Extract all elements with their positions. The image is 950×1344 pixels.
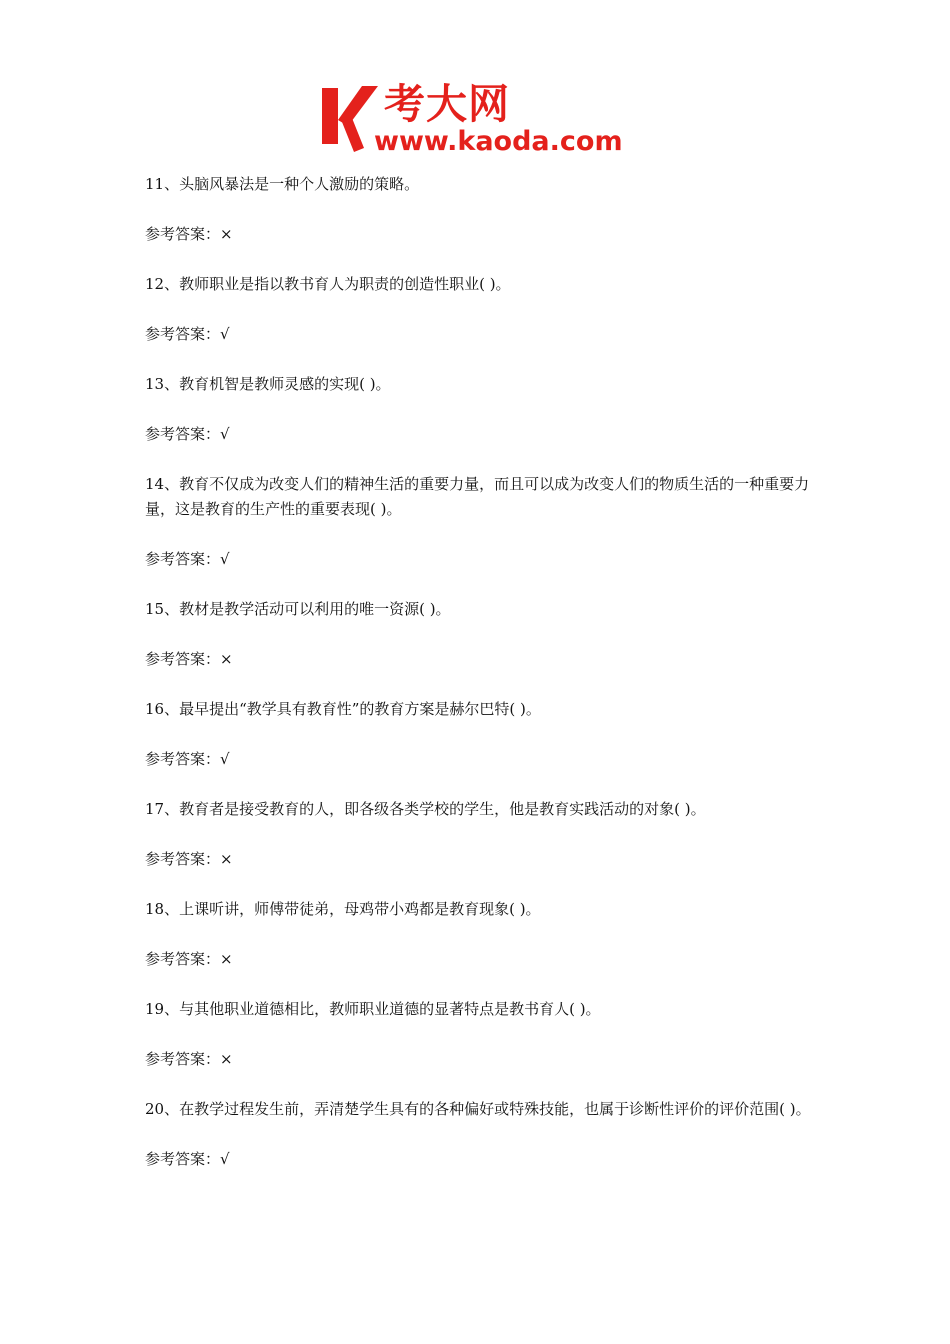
answer-value: × [220, 950, 233, 968]
question-item [145, 472, 815, 572]
question-text: 14、教育不仅成为改变人们的精神生活的重要力量，而且可以成为改变人们的物质生活的一种重要力量，这是教育的生产性的重要表现( )。 [145, 475, 810, 518]
question-item [145, 997, 815, 1072]
answer-label: 参考答案： [145, 850, 221, 868]
answer-value: × [220, 850, 233, 868]
question-item [145, 1097, 815, 1172]
answer-value: √ [220, 550, 230, 568]
logo-chinese-text: 考大网 [384, 80, 510, 128]
answer-line [145, 222, 815, 247]
answer-line [145, 647, 815, 672]
question-text: 16、最早提出“教学具有教育性”的教育方案是赫尔巴特( )。 [145, 700, 541, 718]
question-text: 15、教材是教学活动可以利用的唯一资源( )。 [145, 600, 451, 618]
answer-line [145, 547, 815, 572]
answer-line [145, 747, 815, 772]
question-text: 12、教师职业是指以教书育人为职责的创造性职业( )。 [145, 275, 511, 293]
k-logo-icon [318, 82, 380, 154]
answer-value: × [220, 1050, 233, 1068]
logo-url-text: www.kaoda.com [374, 126, 623, 157]
answer-line [145, 1147, 815, 1172]
answer-line [145, 947, 815, 972]
answer-value: √ [220, 1150, 230, 1168]
question-text: 18、上课听讲，师傅带徒弟，母鸡带小鸡都是教育现象( )。 [145, 900, 541, 918]
answer-line [145, 422, 815, 447]
question-text: 19、与其他职业道德相比，教师职业道德的显著特点是教书育人( )。 [145, 1000, 601, 1018]
answer-label: 参考答案： [145, 1050, 221, 1068]
answer-value: √ [220, 750, 230, 768]
answer-line [145, 1047, 815, 1072]
question-item [145, 897, 815, 972]
question-text: 20、在教学过程发生前，弄清楚学生具有的各种偏好或特殊技能，也属于诊断性评价的评价范围( )。 [145, 1100, 811, 1118]
answer-label: 参考答案： [145, 950, 221, 968]
answer-label: 参考答案： [145, 650, 221, 668]
answer-label: 参考答案： [145, 550, 221, 568]
question-list [145, 172, 815, 1197]
question-item [145, 172, 815, 247]
answer-value: √ [220, 425, 230, 443]
answer-line [145, 322, 815, 347]
answer-line [145, 847, 815, 872]
site-logo [318, 80, 640, 160]
answer-label: 参考答案： [145, 425, 221, 443]
answer-value: √ [220, 325, 230, 343]
question-item [145, 697, 815, 772]
question-text: 13、教育机智是教师灵感的实现( )。 [145, 375, 391, 393]
answer-label: 参考答案： [145, 750, 221, 768]
answer-label: 参考答案： [145, 225, 221, 243]
answer-value: × [220, 225, 233, 243]
question-item [145, 372, 815, 447]
answer-value: × [220, 650, 233, 668]
question-text: 11、头脑风暴法是一种个人激励的策略。 [145, 175, 420, 193]
answer-label: 参考答案： [145, 1150, 221, 1168]
question-text: 17、教育者是接受教育的人，即各级各类学校的学生，他是教育实践活动的对象( )。 [145, 800, 706, 818]
question-item [145, 797, 815, 872]
question-item [145, 272, 815, 347]
answer-label: 参考答案： [145, 325, 221, 343]
question-item [145, 597, 815, 672]
